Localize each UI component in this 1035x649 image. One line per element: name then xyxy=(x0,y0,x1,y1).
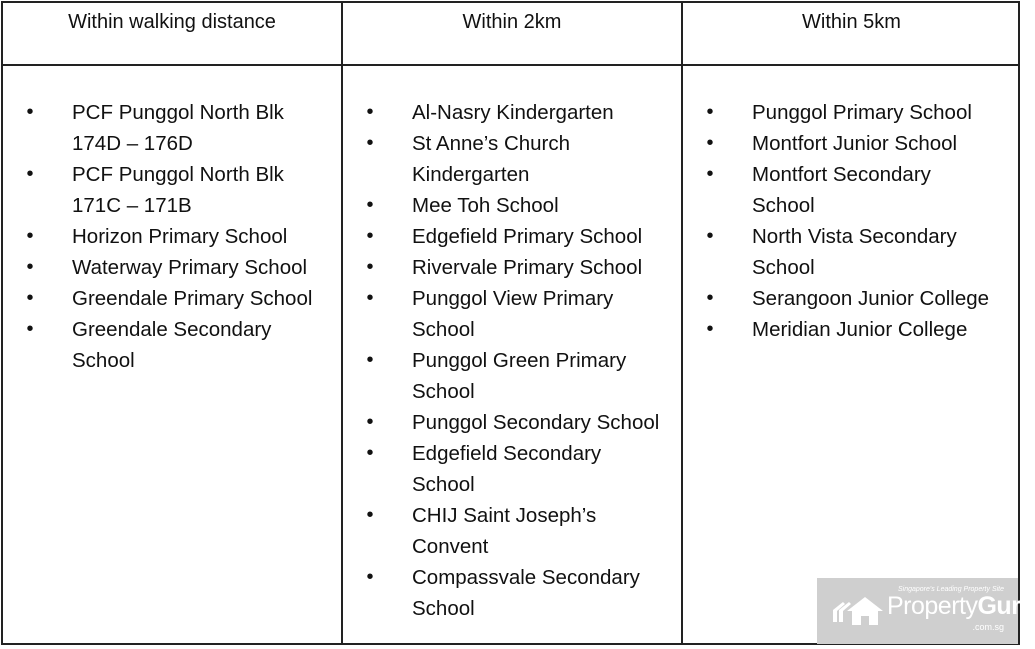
bullet-icon: • xyxy=(26,163,34,185)
list-item-text: Waterway Primary School xyxy=(72,256,308,279)
brand-part: Guru xyxy=(977,592,1035,620)
list-item xyxy=(360,345,659,407)
column-divider xyxy=(681,3,683,643)
list-item-text: Montfort Secondary School xyxy=(752,163,931,217)
list-item-text: Punggol Green Primary School xyxy=(412,349,627,403)
brand-part: Property xyxy=(887,592,978,620)
bullet-icon: • xyxy=(26,318,34,340)
list-item xyxy=(360,97,659,128)
list-item-text: Rivervale Primary School xyxy=(412,256,643,279)
list-item-text: Compassvale Secondary School xyxy=(412,566,640,620)
list-item-text: Edgefield Secondary School xyxy=(412,442,602,496)
list-5km xyxy=(700,97,989,345)
list-item xyxy=(700,283,989,314)
list-item xyxy=(20,314,312,376)
bullet-icon: • xyxy=(366,194,374,216)
header-walking: Within walking distance xyxy=(68,11,276,33)
list-item xyxy=(20,159,312,221)
column-divider xyxy=(341,3,343,643)
bullet-icon: • xyxy=(706,225,714,247)
list-item xyxy=(360,190,659,221)
list-item xyxy=(700,314,989,345)
bullet-icon: • xyxy=(366,411,374,433)
list-item xyxy=(360,562,659,624)
list-item-text: PCF Punggol North Blk 171C – 171B xyxy=(72,163,284,217)
list-item xyxy=(360,128,659,190)
list-item-text: Mee Toh School xyxy=(412,194,559,217)
list-item xyxy=(20,221,312,252)
bullet-icon: • xyxy=(706,287,714,309)
list-item-text: Meridian Junior College xyxy=(752,318,968,341)
bullet-icon: • xyxy=(366,287,374,309)
list-item xyxy=(360,438,659,500)
header-5km: Within 5km xyxy=(802,11,901,33)
list-item-text: Al-Nasry Kindergarten xyxy=(412,101,614,124)
list-item-text: Punggol Secondary School xyxy=(412,411,660,434)
list-item xyxy=(360,407,659,438)
bullet-icon: • xyxy=(366,132,374,154)
list-item xyxy=(360,283,659,345)
bullet-icon: • xyxy=(366,256,374,278)
header-2km: Within 2km xyxy=(462,11,562,33)
bullet-icon: • xyxy=(706,318,714,340)
list-item-text: Punggol View Primary School xyxy=(412,287,614,341)
watermark-tagline: Singapore's Leading Property Site xyxy=(897,586,1004,593)
list-item-text: St Anne’s Church Kindergarten xyxy=(412,132,571,186)
watermark-brand xyxy=(887,592,1035,621)
list-item-text: Greendale Secondary School xyxy=(72,318,272,372)
bullet-icon: • xyxy=(366,504,374,526)
list-item-text: Montfort Junior School xyxy=(752,132,958,155)
bullet-icon: • xyxy=(706,163,714,185)
bullet-icon: • xyxy=(26,225,34,247)
list-item-text: Punggol Primary School xyxy=(752,101,972,124)
list-item-text: North Vista Secondary School xyxy=(752,225,957,279)
bullet-icon: • xyxy=(26,287,34,309)
bullet-icon: • xyxy=(26,256,34,278)
house-logo-icon xyxy=(831,596,887,626)
bullet-icon: • xyxy=(26,101,34,123)
list-item xyxy=(20,97,312,159)
bullet-icon: • xyxy=(706,101,714,123)
bullet-icon: • xyxy=(706,132,714,154)
schools-table xyxy=(1,1,1020,645)
list-item xyxy=(700,128,989,159)
bullet-icon: • xyxy=(366,442,374,464)
list-item xyxy=(360,252,659,283)
list-item-text: PCF Punggol North Blk 174D – 176D xyxy=(72,101,284,155)
list-walking xyxy=(20,97,312,376)
list-item-text: Greendale Primary School xyxy=(72,287,313,310)
list-item xyxy=(20,283,312,314)
list-item xyxy=(700,221,989,283)
list-item xyxy=(700,97,989,128)
bullet-icon: • xyxy=(366,225,374,247)
list-item-text: CHIJ Saint Joseph’s Convent xyxy=(412,504,597,558)
list-item xyxy=(20,252,312,283)
header-divider xyxy=(3,64,1018,66)
list-2km xyxy=(360,97,659,624)
list-item xyxy=(360,221,659,252)
list-item-text: Edgefield Primary School xyxy=(412,225,643,248)
bullet-icon: • xyxy=(366,101,374,123)
bullet-icon: • xyxy=(366,349,374,371)
watermark-domain: .com.sg xyxy=(972,622,1004,632)
list-item-text: Serangoon Junior College xyxy=(752,287,990,310)
list-item-text: Horizon Primary School xyxy=(72,225,288,248)
propertyguru-watermark xyxy=(817,578,1035,644)
bullet-icon: • xyxy=(366,566,374,588)
list-item xyxy=(360,500,659,562)
list-item xyxy=(700,159,989,221)
